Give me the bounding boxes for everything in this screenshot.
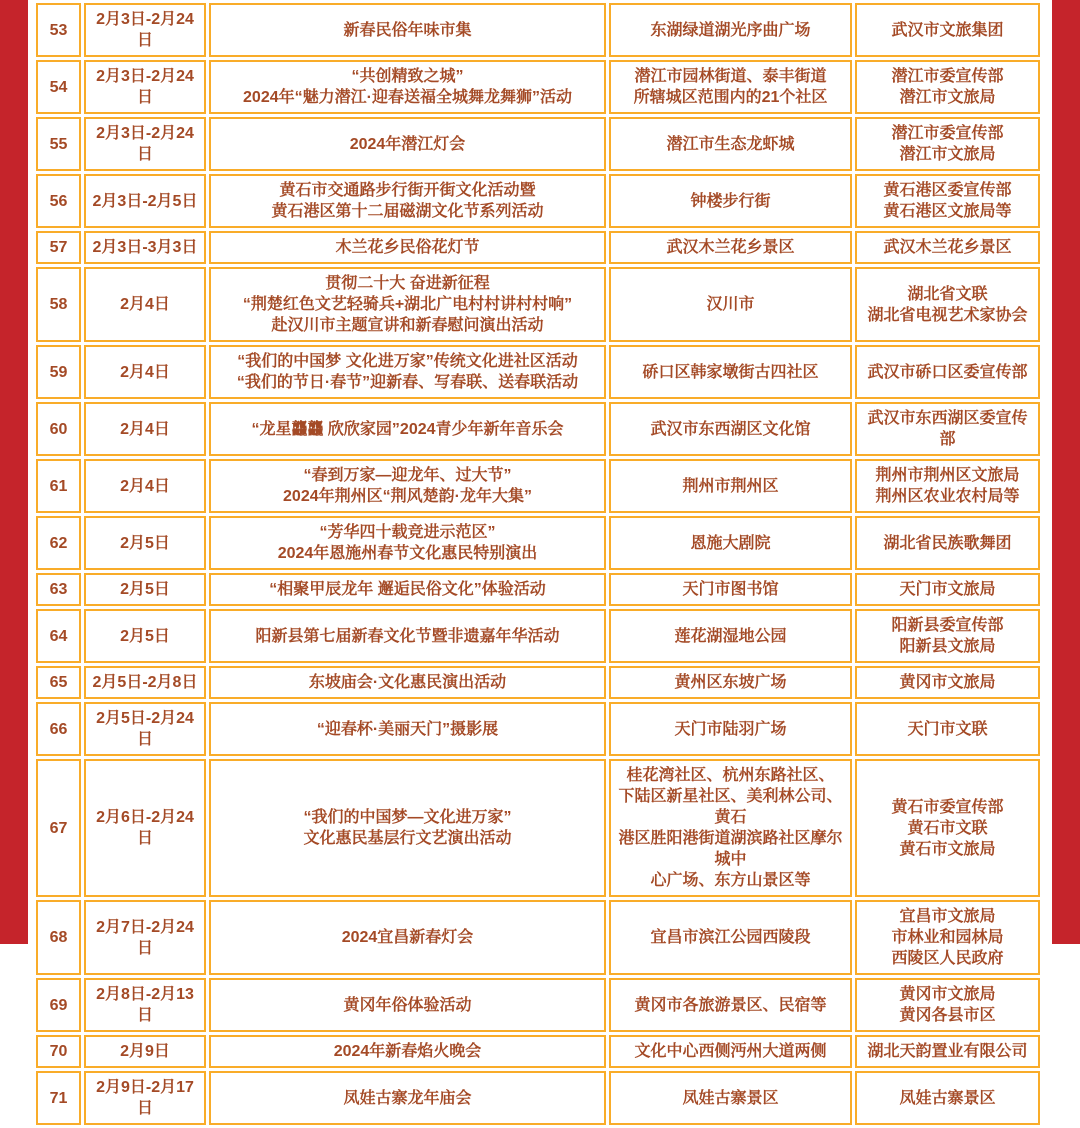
date-cell: 2月6日-2月24日: [84, 759, 206, 897]
row-number-cell: 60: [36, 402, 81, 456]
date-cell: 2月3日-2月24日: [84, 3, 206, 57]
event-name-cell: “春到万家—迎龙年、过大节” 2024年荆州区“荆风楚韵·龙年大集”: [209, 459, 606, 513]
organizer-cell: 潜江市委宣传部 潜江市文旅局: [855, 117, 1040, 171]
row-number-cell: 66: [36, 702, 81, 756]
row-number-cell: 61: [36, 459, 81, 513]
table-row: [36, 1035, 1040, 1068]
event-name-cell: 东坡庙会·文化惠民演出活动: [209, 666, 606, 699]
row-number-cell: 63: [36, 573, 81, 606]
table-row: [36, 900, 1040, 975]
date-cell: 2月8日-2月13日: [84, 978, 206, 1032]
events-table-body: [36, 3, 1040, 1125]
organizer-cell: 荆州市荆州区文旅局 荆州区农业农村局等: [855, 459, 1040, 513]
event-name-cell: “龙星龘龘 欣欣家园”2024青少年新年音乐会: [209, 402, 606, 456]
date-cell: 2月5日-2月8日: [84, 666, 206, 699]
organizer-cell: 武汉市文旅集团: [855, 3, 1040, 57]
location-cell: 黄冈市各旅游景区、民宿等: [609, 978, 852, 1032]
row-number-cell: 70: [36, 1035, 81, 1068]
right-red-band: [1052, 0, 1080, 944]
table-row: [36, 1071, 1040, 1125]
date-cell: 2月4日: [84, 345, 206, 399]
row-number-cell: 54: [36, 60, 81, 114]
date-cell: 2月9日-2月17日: [84, 1071, 206, 1125]
event-name-cell: “相聚甲辰龙年 邂逅民俗文化”体验活动: [209, 573, 606, 606]
table-row: [36, 978, 1040, 1032]
location-cell: 宜昌市滨江公园西陵段: [609, 900, 852, 975]
location-cell: 桂花湾社区、杭州东路社区、 下陆区新星社区、美利林公司、黄石 港区胜阳港街道湖滨路社区摩尔城中 心广场、东方山景区等: [609, 759, 852, 897]
row-number-cell: 58: [36, 267, 81, 342]
date-cell: 2月5日: [84, 609, 206, 663]
table-row: [36, 702, 1040, 756]
organizer-cell: 黄石港区委宣传部 黄石港区文旅局等: [855, 174, 1040, 228]
row-number-cell: 62: [36, 516, 81, 570]
organizer-cell: 湖北省民族歌舞团: [855, 516, 1040, 570]
table-row: [36, 117, 1040, 171]
table-row: [36, 759, 1040, 897]
event-name-cell: 阳新县第七届新春文化节暨非遗嘉年华活动: [209, 609, 606, 663]
table-row: [36, 174, 1040, 228]
date-cell: 2月4日: [84, 402, 206, 456]
event-name-cell: 凤娃古寨龙年庙会: [209, 1071, 606, 1125]
event-name-cell: “我们的中国梦—文化进万家” 文化惠民基层行文艺演出活动: [209, 759, 606, 897]
organizer-cell: 天门市文联: [855, 702, 1040, 756]
date-cell: 2月7日-2月24日: [84, 900, 206, 975]
organizer-cell: 武汉市东西湖区委宣传部: [855, 402, 1040, 456]
table-row: [36, 3, 1040, 57]
location-cell: 东湖绿道湖光序曲广场: [609, 3, 852, 57]
date-cell: 2月4日: [84, 459, 206, 513]
table-row: [36, 459, 1040, 513]
date-cell: 2月5日: [84, 516, 206, 570]
date-cell: 2月3日-3月3日: [84, 231, 206, 264]
event-name-cell: “共创精致之城” 2024年“魅力潜江·迎春送福全城舞龙舞狮”活动: [209, 60, 606, 114]
event-name-cell: 黄冈年俗体验活动: [209, 978, 606, 1032]
event-name-cell: “迎春杯·美丽天门”摄影展: [209, 702, 606, 756]
row-number-cell: 67: [36, 759, 81, 897]
event-name-cell: “芳华四十载竞进示范区” 2024年恩施州春节文化惠民特别演出: [209, 516, 606, 570]
organizer-cell: 湖北天韵置业有限公司: [855, 1035, 1040, 1068]
location-cell: 汉川市: [609, 267, 852, 342]
location-cell: 硚口区韩家墩街古四社区: [609, 345, 852, 399]
date-cell: 2月4日: [84, 267, 206, 342]
table-row: [36, 345, 1040, 399]
row-number-cell: 65: [36, 666, 81, 699]
event-name-cell: 2024年新春焰火晚会: [209, 1035, 606, 1068]
left-red-band: [0, 0, 28, 944]
row-number-cell: 55: [36, 117, 81, 171]
table-row: [36, 516, 1040, 570]
location-cell: 文化中心西侧沔州大道两侧: [609, 1035, 852, 1068]
event-name-cell: 黄石市交通路步行街开街文化活动暨 黄石港区第十二届磁湖文化节系列活动: [209, 174, 606, 228]
location-cell: 凤娃古寨景区: [609, 1071, 852, 1125]
organizer-cell: 武汉市硚口区委宣传部: [855, 345, 1040, 399]
row-number-cell: 68: [36, 900, 81, 975]
event-name-cell: 2024年潜江灯会: [209, 117, 606, 171]
table-row: [36, 666, 1040, 699]
location-cell: 莲花湖湿地公园: [609, 609, 852, 663]
location-cell: 荆州市荆州区: [609, 459, 852, 513]
event-name-cell: 木兰花乡民俗花灯节: [209, 231, 606, 264]
date-cell: 2月9日: [84, 1035, 206, 1068]
table-row: [36, 267, 1040, 342]
location-cell: 钟楼步行街: [609, 174, 852, 228]
row-number-cell: 53: [36, 3, 81, 57]
event-name-cell: 2024宜昌新春灯会: [209, 900, 606, 975]
events-table: [33, 0, 1043, 1128]
table-row: [36, 60, 1040, 114]
location-cell: 黄州区东坡广场: [609, 666, 852, 699]
organizer-cell: 武汉木兰花乡景区: [855, 231, 1040, 264]
row-number-cell: 71: [36, 1071, 81, 1125]
date-cell: 2月5日-2月24日: [84, 702, 206, 756]
row-number-cell: 64: [36, 609, 81, 663]
table-row: [36, 609, 1040, 663]
organizer-cell: 黄冈市文旅局 黄冈各县市区: [855, 978, 1040, 1032]
table-row: [36, 231, 1040, 264]
location-cell: 武汉木兰花乡景区: [609, 231, 852, 264]
location-cell: 恩施大剧院: [609, 516, 852, 570]
organizer-cell: 凤娃古寨景区: [855, 1071, 1040, 1125]
organizer-cell: 宜昌市文旅局 市林业和园林局 西陵区人民政府: [855, 900, 1040, 975]
event-name-cell: 贯彻二十大 奋进新征程 “荆楚红色文艺轻骑兵+湖北广电村村讲村村响” 赴汉川市主题宣讲和新春慰问演出活动: [209, 267, 606, 342]
organizer-cell: 天门市文旅局: [855, 573, 1040, 606]
location-cell: 天门市图书馆: [609, 573, 852, 606]
row-number-cell: 59: [36, 345, 81, 399]
date-cell: 2月3日-2月5日: [84, 174, 206, 228]
row-number-cell: 57: [36, 231, 81, 264]
date-cell: 2月5日: [84, 573, 206, 606]
location-cell: 武汉市东西湖区文化馆: [609, 402, 852, 456]
organizer-cell: 潜江市委宣传部 潜江市文旅局: [855, 60, 1040, 114]
organizer-cell: 湖北省文联 湖北省电视艺术家协会: [855, 267, 1040, 342]
location-cell: 天门市陆羽广场: [609, 702, 852, 756]
table-row: [36, 573, 1040, 606]
organizer-cell: 黄冈市文旅局: [855, 666, 1040, 699]
event-name-cell: 新春民俗年味市集: [209, 3, 606, 57]
location-cell: 潜江市生态龙虾城: [609, 117, 852, 171]
row-number-cell: 69: [36, 978, 81, 1032]
row-number-cell: 56: [36, 174, 81, 228]
date-cell: 2月3日-2月24日: [84, 60, 206, 114]
date-cell: 2月3日-2月24日: [84, 117, 206, 171]
table-row: [36, 402, 1040, 456]
organizer-cell: 阳新县委宣传部 阳新县文旅局: [855, 609, 1040, 663]
location-cell: 潜江市园林街道、泰丰街道 所辖城区范围内的21个社区: [609, 60, 852, 114]
organizer-cell: 黄石市委宣传部 黄石市文联 黄石市文旅局: [855, 759, 1040, 897]
event-name-cell: “我们的中国梦 文化进万家”传统文化进社区活动 “我们的节日·春节”迎新春、写春联、送春联活动: [209, 345, 606, 399]
